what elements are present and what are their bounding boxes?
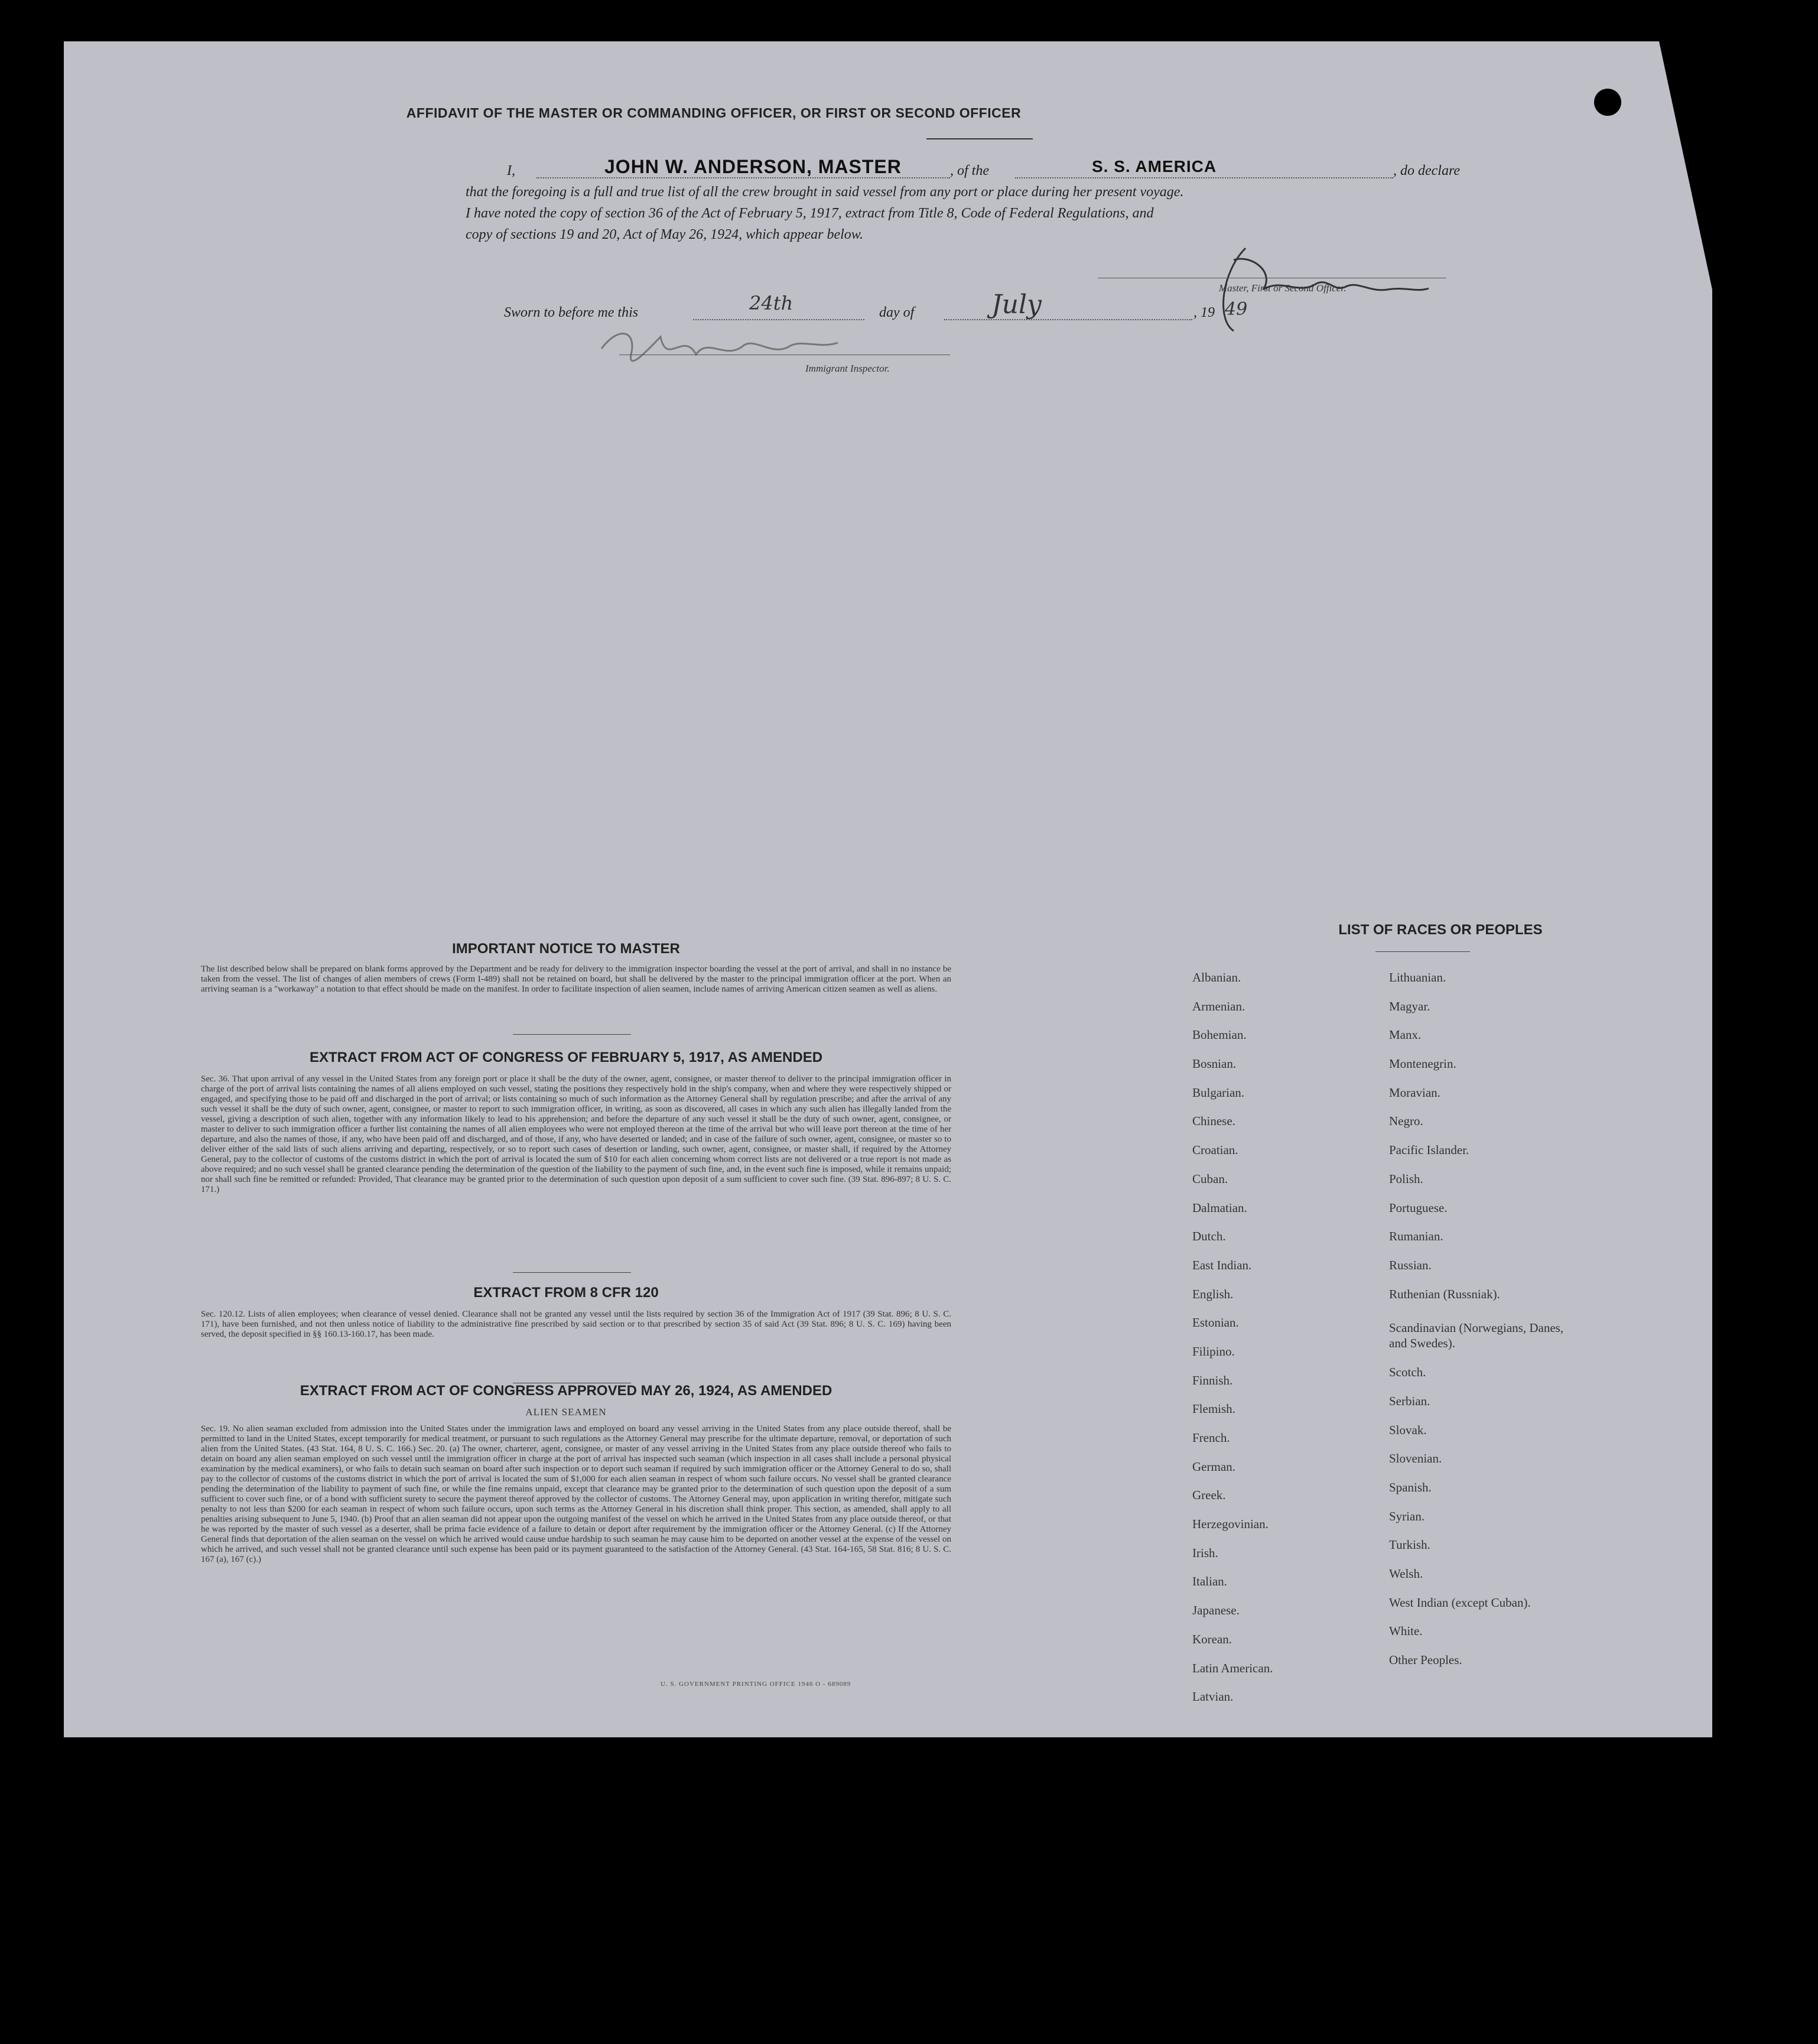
- sworn-label: Sworn to before me this: [504, 305, 639, 320]
- race-item: Portuguese.: [1389, 1200, 1448, 1215]
- extract3-subtitle: ALIEN SEAMEN: [525, 1406, 607, 1418]
- race-item: East Indian.: [1192, 1257, 1252, 1272]
- affidavit-line-2: that the foregoing is a full and true list of all the crew brought in said vessel from any port or place during her present voyage.: [466, 184, 1184, 200]
- sworn-month: July: [991, 290, 1042, 320]
- extract2-title: EXTRACT FROM 8 CFR 120: [473, 1285, 659, 1301]
- race-item: Latvian.: [1192, 1689, 1234, 1704]
- race-item: English.: [1192, 1286, 1234, 1301]
- master-name: JOHN W. ANDERSON, MASTER: [604, 156, 902, 177]
- extract3-body: Sec. 19. No alien seaman excluded from admission into the United States under the immigration laws and employed on board any vessel arriving in the United States from any place outside thereof, shall be permitted to land in the United States, except temporarily for medical treatment, or pursuant to such regulations as the Attorney General may prescribe for the ultimate departure, removal, or deportation of such alien from the United States. (43 Stat. 164, 8 U. S. C. 166.) Sec. 20. (a) The owner, charterer, agent, consignee, or master of any vessel arriving in the United States from any place outside thereof who fails to detain on board any alien seaman employed on such vessel until the immigration officer in charge at the port of arrival has inspected such seaman (which inspection in all cases shall include a personal physical examination by the medical examiners), or who fails to detain such seaman on board after such inspection or to deport such seaman if required by such immigration officer or the Attorney General to do so, shall pay to the collector of customs of the customs district in which the port of arrival is located the sum of $1,000 for each alien seaman in respect of whom such failure occurs. No vessel shall be granted clearance pending the determination of the liability to payment of such fine, or while the fine remains unpaid, except that clearance may be granted prior to the determination of such question upon the deposit of a sum sufficient to cover such fine, or of a bond with sufficient surety to secure the payment thereof approved by the collector of customs. The Attorney General may, upon application in writing therefor, mitigate such penalty to not less than $200 for each seaman in respect of whom such failure occurs, upon such terms as the Attorney General in his discretion shall think proper. This section, as amended, shall apply to all penalties arising subsequent to June 5, 1940. (b) Proof that an alien seaman did not appear upon the outgoing manifest of the vessel on which he arrived in the United States from any place outside thereof, or that he was reported by the master of such vessel as a deserter, shall be prima facie evidence of a failure to detain or deport after requirement by the immigration officer or the Attorney General. (c) If the Attorney General finds that deportation of the alien seaman on the vessel on which he arrived would cause undue hardship to such seaman he may cause him to be deported on another vessel at the expense of the vessel on which he arrived, and such vessel shall not be granted clearance until such expense has been paid or its payment guaranteed to the satisfaction of the Attorney General. (43 Stat. 164-165, 58 Stat. 816; 8 U. S. C. 167 (a), 167 (c).): [201, 1424, 951, 1564]
- affidavit-line-3: I have noted the copy of section 36 of the Act of February 5, 1917, extract from Title 8, Code of Federal Regulations, and: [466, 206, 1154, 221]
- race-item: Dutch.: [1192, 1229, 1226, 1244]
- inspector-label: Immigrant Inspector.: [805, 363, 890, 374]
- race-item: Slovenian.: [1389, 1451, 1442, 1466]
- race-item: Montenegrin.: [1389, 1057, 1456, 1071]
- race-item: Korean.: [1192, 1632, 1232, 1646]
- race-item: Flemish.: [1192, 1402, 1235, 1416]
- gpo-imprint: U. S. GOVERNMENT PRINTING OFFICE 1946 O - 689089: [661, 1681, 851, 1688]
- race-item: Irish.: [1192, 1545, 1218, 1560]
- affidavit-heading: AFFIDAVIT OF THE MASTER OR COMMANDING OFFICER, OR FIRST OR SECOND OFFICER: [406, 105, 1022, 121]
- race-item: West Indian (except Cuban).: [1389, 1595, 1531, 1610]
- vessel-line: [1015, 177, 1393, 178]
- race-item: Turkish.: [1389, 1538, 1430, 1552]
- race-item: Serbian.: [1389, 1393, 1430, 1408]
- race-item: Finnish.: [1192, 1373, 1233, 1387]
- races-rule: [1375, 951, 1470, 952]
- race-item: Italian.: [1192, 1574, 1227, 1589]
- race-item: Cuban.: [1192, 1171, 1228, 1186]
- extract1-title: EXTRACT FROM ACT OF CONGRESS OF FEBRUARY 5, 1917, AS AMENDED: [309, 1049, 823, 1065]
- race-item: Greek.: [1192, 1488, 1226, 1503]
- notice-title: IMPORTANT NOTICE TO MASTER: [452, 941, 680, 957]
- sworn-day: 24th: [749, 292, 793, 314]
- notice-body: The list described below shall be prepared on blank forms approved by the Department and be ready for delivery to the immigration inspector boarding the vessel at the port of arrival, and shall in no instance be taken from the vessel. The list of changes of alien members of crews (Form I-489) shall not be retained on board, but shall be delivered by the master to the principal immigration officer at the port. When an arriving seaman is a "workaway" a notation to that effect should be made on the manifest. In order to facilitate inspection of alien seamen, include names of arriving American citizen seamen as well as aliens.: [201, 964, 951, 994]
- year-suffix: 49: [1225, 299, 1248, 320]
- race-item: Chinese.: [1192, 1114, 1235, 1129]
- race-item: Welsh.: [1389, 1567, 1423, 1581]
- race-item: Scandinavian (Norwegians, Danes, and Swedes).: [1389, 1321, 1564, 1351]
- race-item: Syrian.: [1389, 1509, 1425, 1523]
- extract2-body: Sec. 120.12. Lists of alien employees; when clearance of vessel denied. Clearance shall not be granted any vessel until the lists required by section 36 of the Immigration Act of 1917 (39 Stat. 896; 8 U. S. C. 171), have been furnished, and not then unless notice of liability to the administrative fine prescribed by said section or to that prescribed by section 35 of said Act (39 Stat. 896; 8 U. S. C. 169) having been served, the deposit specified in §§ 160.13-160.17, has been made.: [201, 1309, 951, 1339]
- race-item: Russian.: [1389, 1257, 1432, 1272]
- race-item: Herzegovinian.: [1192, 1517, 1269, 1532]
- race-item: Dalmatian.: [1192, 1200, 1247, 1215]
- race-item: Rumanian.: [1389, 1229, 1443, 1244]
- races-column-1: [1192, 970, 1381, 1718]
- race-item: Other Peoples.: [1389, 1653, 1462, 1668]
- sworn-month-line: [944, 319, 1192, 320]
- race-item: Latin American.: [1192, 1660, 1273, 1675]
- races-column-2: [1389, 970, 1649, 1682]
- declare-label: , do declare: [1393, 163, 1461, 178]
- race-item: Spanish.: [1389, 1480, 1432, 1494]
- race-item: Magyar.: [1389, 999, 1430, 1013]
- race-item: French.: [1192, 1431, 1230, 1445]
- race-item: Slovak.: [1389, 1422, 1427, 1437]
- extract1-body: Sec. 36. That upon arrival of any vessel in the United States from any foreign port or place it shall be the duty of the owner, agent, consignee, or master thereof to deliver to the principal immigration officer in charge of the port of arrival lists containing the names of all aliens employed on such vessel, stating the positions they respectively hold in the ship's company, when and where they were respectively shipped or engaged, and specifying those to be paid off and discharged in the port of arrival; or lists containing so much of such information as the Attorney General shall by regulation prescribe; and after the arrival of any such vessel it shall be the duty of such owner, agent, consignee, or master to report to such immigration officer, in writing, as soon as discovered, all cases in which any such alien has illegally landed from the vessel, giving a description of such alien, together with any information likely to lead to his apprehension; and before the departure of any such vessel it shall be the duty of such owner, agent, consignee, or master to deliver to such immigration officer a further list containing the names of all alien employees who were not employed thereon at the time of the arrival but who will leave port thereon at the time of her departure, and also the names of those, if any, who have been paid off and discharged, and of those, if any, who have deserted or landed; and in case of the failure of such owner, agent, consignee, or master so to deliver either of the said lists of such aliens arriving and departing, respectively, or so to report such cases of desertion or landing, such owner, agent, consignee, or master shall, if required by the Attorney General, pay to the collector of customs of the customs district in which the port of arrival is located the sum of $10 for each alien concerning whom correct lists are not delivered or a true report is not made as above required; and no such vessel shall be granted clearance pending the determination of the question of the liability to the payment of such fine, and, in the event such fine is imposed, while it remains unpaid; nor shall such fine be remitted or refunded: Provided, That clearance may be granted prior to the determination of such question upon deposit of a sum sufficient to cover such fine. (39 Stat. 896-897; 8 U. S. C. 171.): [201, 1074, 951, 1194]
- race-item: Croatian.: [1192, 1143, 1238, 1158]
- signature-label: Master, First or Second Officer.: [1219, 282, 1347, 294]
- notice-rule-2: [513, 1272, 631, 1273]
- i-label: I,: [507, 163, 515, 178]
- binder-hole: [1594, 89, 1621, 116]
- year-prefix: , 19: [1193, 305, 1215, 320]
- race-item: Japanese.: [1192, 1603, 1240, 1618]
- race-item: Bosnian.: [1192, 1057, 1237, 1071]
- race-item: Estonian.: [1192, 1315, 1239, 1330]
- race-item: Manx.: [1389, 1028, 1422, 1042]
- races-title: LIST OF RACES OR PEOPLES: [1338, 922, 1543, 938]
- race-item: Armenian.: [1192, 999, 1245, 1013]
- affidavit-line-4: copy of sections 19 and 20, Act of May 26, 1924, which appear below.: [466, 227, 864, 242]
- race-item: Bulgarian.: [1192, 1085, 1245, 1100]
- form-page: [64, 41, 1712, 1737]
- race-item: Scotch.: [1389, 1365, 1426, 1380]
- race-item: German.: [1192, 1459, 1235, 1474]
- vessel-name: S. S. AMERICA: [1092, 157, 1217, 176]
- race-item: Filipino.: [1192, 1344, 1235, 1359]
- day-of-label: day of: [879, 305, 915, 320]
- torn-corner: [1659, 41, 1712, 290]
- race-item: White.: [1389, 1624, 1423, 1639]
- race-item: Ruthenian (Russniak).: [1389, 1286, 1500, 1301]
- heading-rule: [926, 138, 1033, 139]
- race-item: Pacific Islander.: [1389, 1143, 1469, 1158]
- race-item: Negro.: [1389, 1114, 1423, 1129]
- race-item: Moravian.: [1389, 1085, 1440, 1100]
- race-item: Polish.: [1389, 1171, 1423, 1186]
- notice-rule-1: [513, 1034, 631, 1035]
- extract3-title: EXTRACT FROM ACT OF CONGRESS APPROVED MAY 26, 1924, AS AMENDED: [300, 1383, 832, 1399]
- race-item: Lithuanian.: [1389, 970, 1446, 984]
- race-item: Bohemian.: [1192, 1028, 1247, 1042]
- race-item: Albanian.: [1192, 970, 1241, 984]
- of-the-label: , of the: [950, 163, 989, 178]
